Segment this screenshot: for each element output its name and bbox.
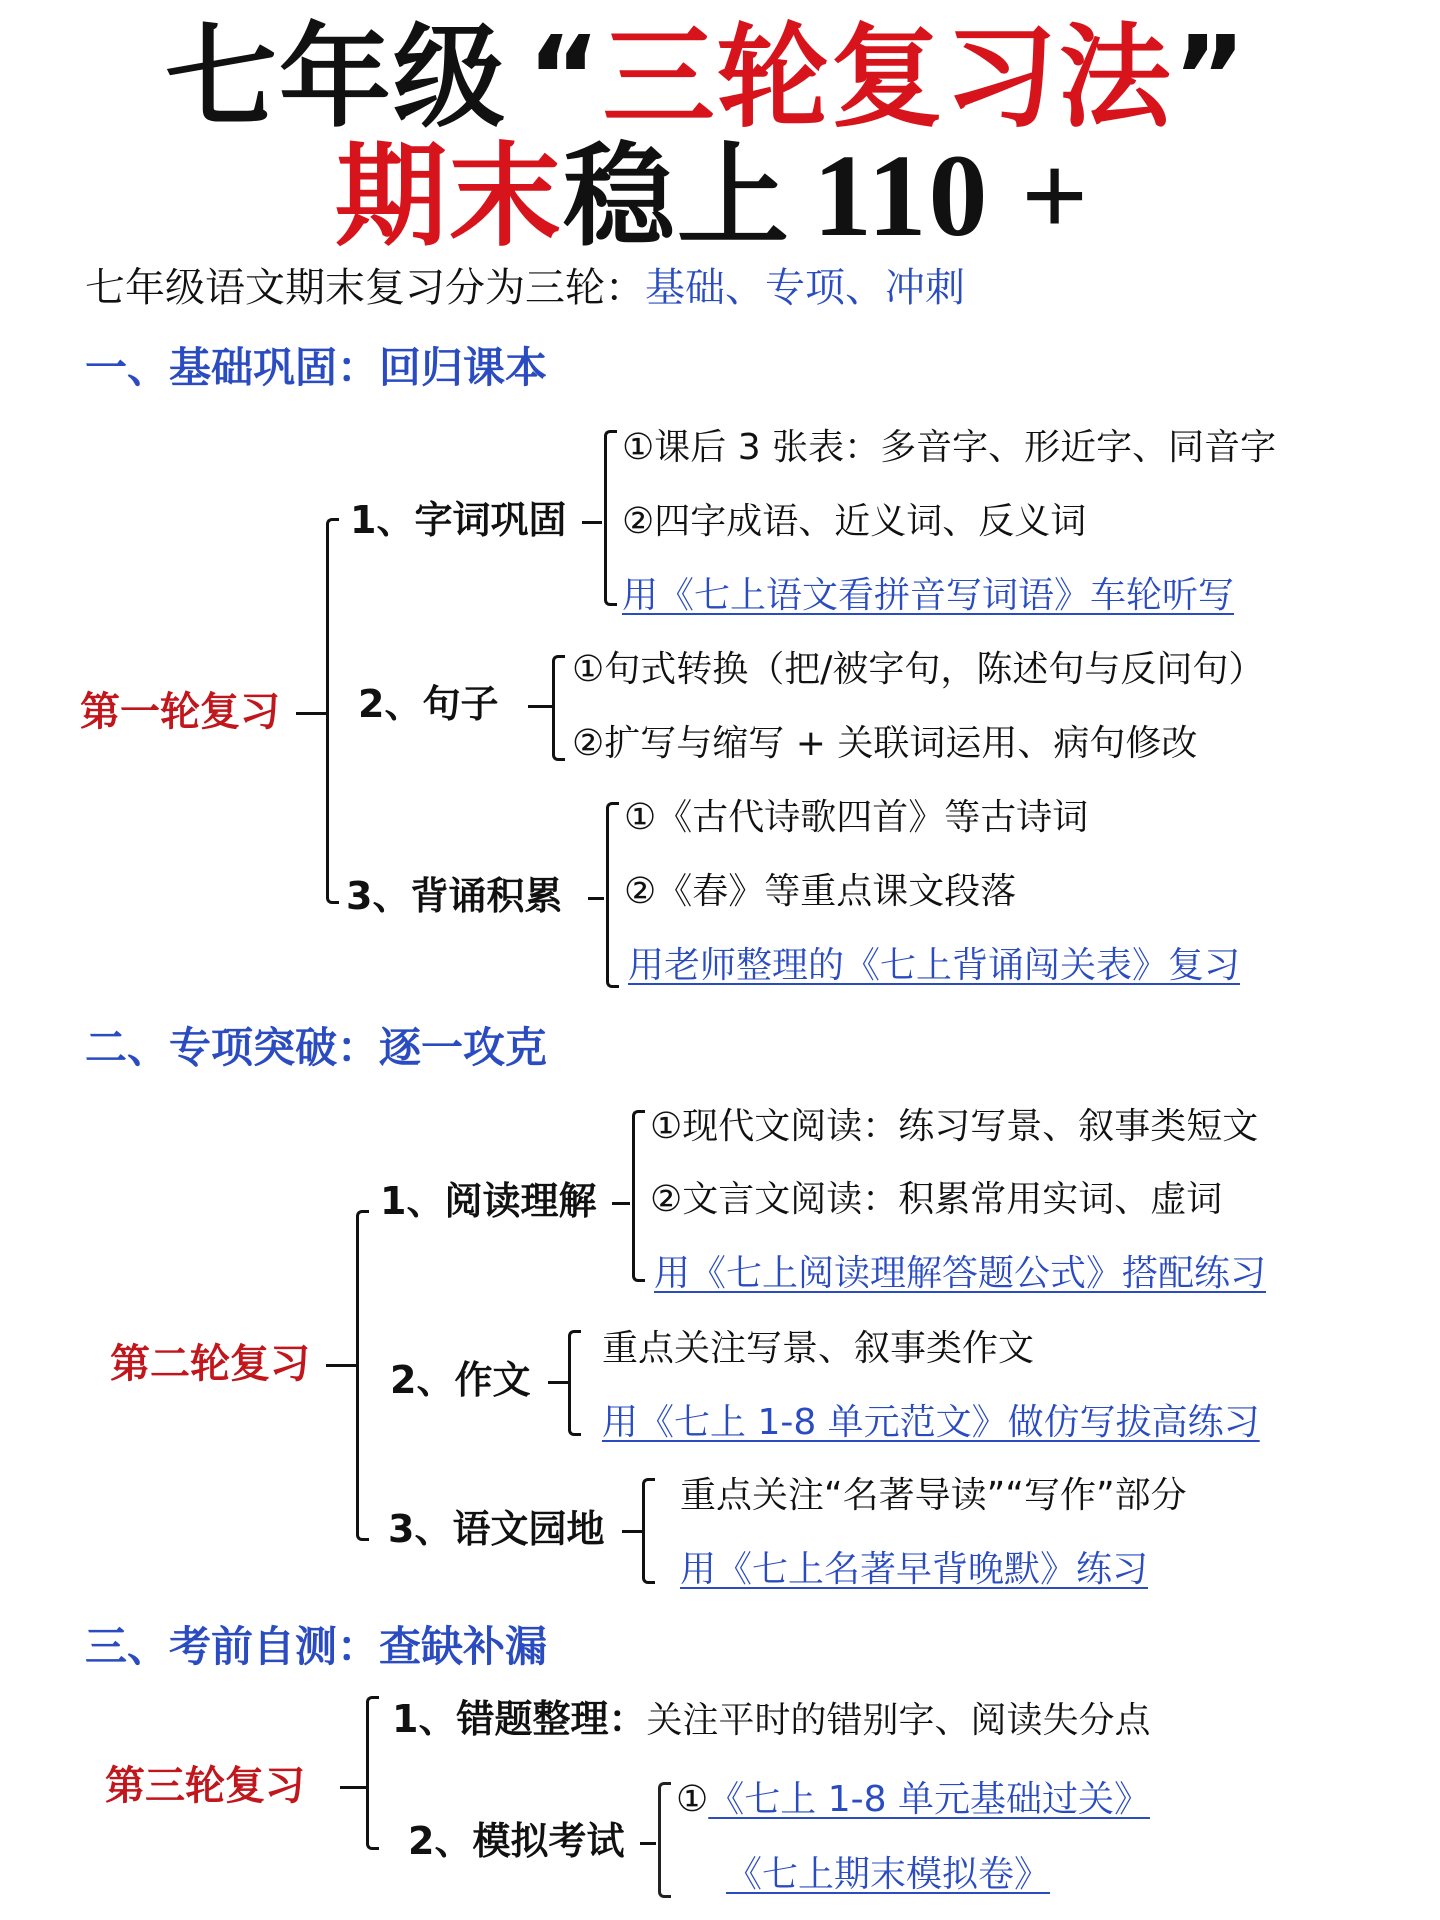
round-1-item-1: 1、字词巩固 bbox=[350, 498, 567, 542]
leaf-3-2-1-link[interactable]: 《七上 1-8 单元基础过关》 bbox=[708, 1779, 1150, 1820]
item-1-1-connector bbox=[582, 521, 602, 524]
leaf-2-2-2-link[interactable]: 用《七上 1-8 单元范文》做仿写拔高练习 bbox=[602, 1402, 1260, 1443]
intro-line bbox=[85, 264, 965, 312]
leaf-1-3-1: ①《古代诗歌四首》等古诗词 bbox=[624, 797, 1089, 838]
leaf-2-1-1: ①现代文阅读：练习写景、叙事类短文 bbox=[650, 1106, 1259, 1147]
title-steady: 稳上 bbox=[563, 132, 791, 262]
leaf-3-2-2-link[interactable]: 《七上期末模拟卷》 bbox=[726, 1854, 1051, 1895]
round-2-item-1: 1、阅读理解 bbox=[380, 1179, 597, 1223]
round-2-item-3: 3、语文园地 bbox=[388, 1507, 605, 1551]
leaf-2-3-1: 重点关注“名著导读”“写作”部分 bbox=[680, 1475, 1187, 1516]
item-2-2-connector bbox=[548, 1381, 568, 1384]
round-3-item-2: 2、模拟考试 bbox=[408, 1819, 625, 1863]
item-2-2-bracket bbox=[568, 1330, 581, 1436]
item-2-3-bracket bbox=[642, 1478, 655, 1584]
leaf-3-2-1-marker: ① bbox=[676, 1779, 709, 1820]
item-1-2-connector bbox=[528, 705, 552, 708]
item-1-2-bracket bbox=[552, 655, 565, 761]
round-2-bracket bbox=[356, 1210, 369, 1541]
round-3-item-1-detail: 关注平时的错别字、阅读失分点 bbox=[646, 1700, 1151, 1741]
title-score: 110 + bbox=[813, 130, 1091, 261]
section-3-heading: 三、考前自测：查缺补漏 bbox=[85, 1622, 548, 1671]
round-1-item-3: 3、背诵积累 bbox=[346, 874, 563, 918]
intro-highlight: 基础、专项、冲刺 bbox=[645, 265, 965, 311]
intro-prefix: 七年级语文期末复习分为三轮： bbox=[85, 265, 645, 311]
round-3-connector bbox=[340, 1786, 366, 1789]
item-2-1-connector bbox=[612, 1202, 630, 1205]
item-3-2-bracket bbox=[658, 1782, 671, 1898]
round-2-item-2: 2、作文 bbox=[390, 1358, 531, 1402]
leaf-1-2-1: ①句式转换（把/被字句，陈述句与反问句） bbox=[572, 649, 1265, 690]
round-2-connector bbox=[326, 1364, 356, 1367]
leaf-1-3-3-link[interactable]: 用老师整理的《七上背诵闯关表》复习 bbox=[628, 945, 1241, 986]
round-1-bracket bbox=[326, 518, 339, 904]
leaf-1-1-3-link[interactable]: 用《七上语文看拼音写词语》车轮听写 bbox=[622, 575, 1235, 616]
leaf-2-2-1: 重点关注写景、叙事类作文 bbox=[602, 1328, 1035, 1369]
round-3-bracket bbox=[366, 1696, 379, 1850]
title-grade: 七年级 bbox=[165, 13, 507, 143]
section-1-heading: 一、基础巩固：回归课本 bbox=[85, 343, 548, 392]
item-2-3-connector bbox=[622, 1530, 642, 1533]
leaf-1-1-1: ①课后 3 张表：多音字、形近字、同音字 bbox=[622, 427, 1277, 468]
leaf-1-1-2: ②四字成语、近义词、反义词 bbox=[622, 501, 1087, 542]
item-1-3-bracket bbox=[606, 802, 619, 988]
item-1-3-connector bbox=[588, 897, 604, 900]
page-title-line-2 bbox=[335, 130, 1091, 262]
leaf-1-3-2: ②《春》等重点课文段落 bbox=[624, 871, 1017, 912]
leaf-1-2-2: ②扩写与缩写 + 关联词运用、病句修改 bbox=[572, 723, 1198, 764]
item-3-2-connector bbox=[640, 1842, 656, 1845]
item-2-1-bracket bbox=[632, 1110, 645, 1282]
leaf-3-2-1 bbox=[676, 1778, 1150, 1822]
section-2-heading: 二、专项突破：逐一攻克 bbox=[85, 1023, 548, 1072]
title-final-exam: 期末 bbox=[335, 132, 563, 262]
leaf-2-1-2: ②文言文阅读：积累常用实词、虚词 bbox=[650, 1179, 1223, 1220]
round-1-item-2: 2、句子 bbox=[358, 682, 499, 726]
round-1-label: 第一轮复习 bbox=[80, 689, 280, 735]
leaf-2-1-3-link[interactable]: 用《七上阅读理解答题公式》搭配练习 bbox=[654, 1253, 1267, 1294]
item-1-1-bracket bbox=[604, 430, 617, 606]
title-method: 三轮复习法 bbox=[602, 13, 1173, 143]
page-title-line-1 bbox=[165, 13, 1249, 143]
leaf-2-3-2-link[interactable]: 用《七上名著早背晚默》练习 bbox=[680, 1549, 1149, 1590]
round-1-connector bbox=[296, 712, 326, 715]
round-3-item-1-label: 1、错题整理： bbox=[392, 1697, 647, 1741]
round-3-item-1 bbox=[392, 1696, 1150, 1743]
round-3-label: 第三轮复习 bbox=[105, 1763, 305, 1809]
title-close-quote: ” bbox=[1172, 13, 1249, 143]
title-open-quote: “ bbox=[527, 13, 603, 143]
round-2-label: 第二轮复习 bbox=[110, 1341, 310, 1387]
